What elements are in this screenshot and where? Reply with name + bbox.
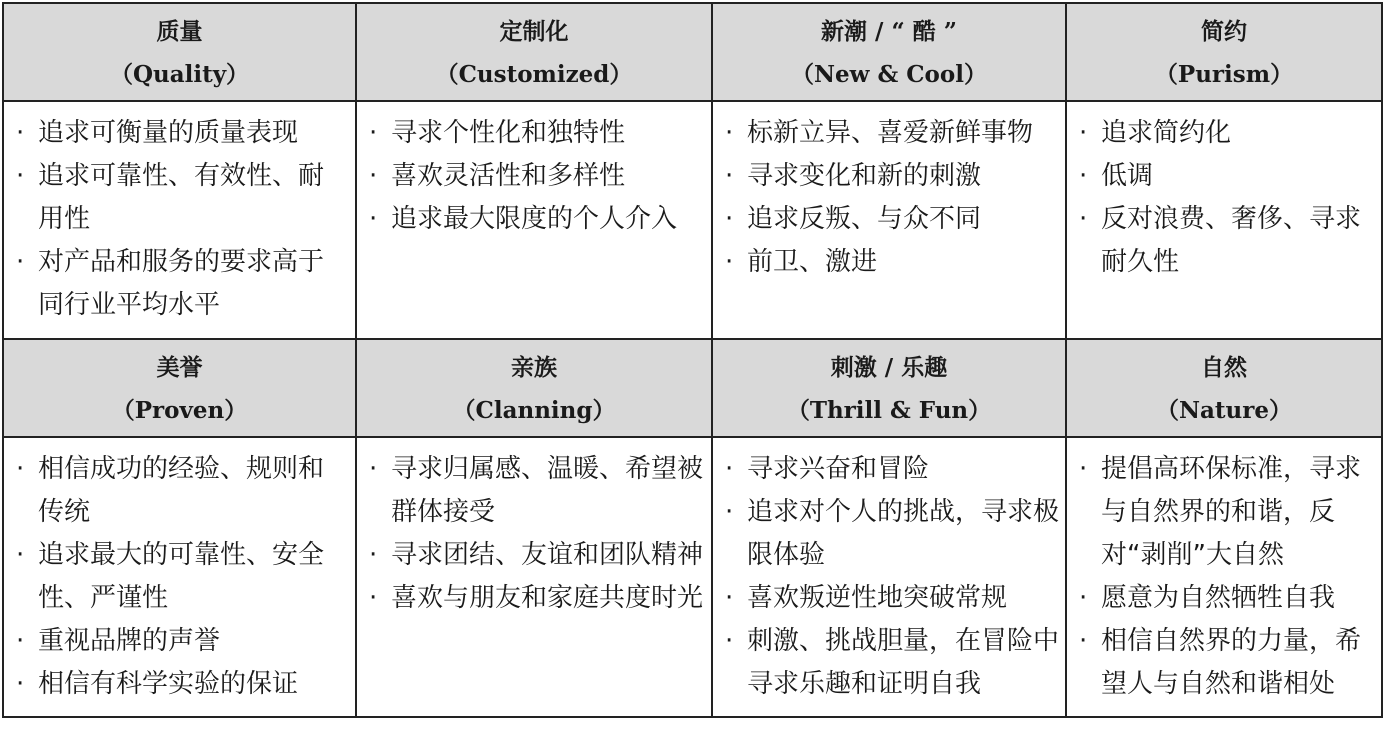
body-cell <box>356 101 712 339</box>
header-cell <box>1066 339 1382 437</box>
header-cell <box>356 339 712 437</box>
body-cell <box>356 437 712 717</box>
list-item: · 喜欢与朋友和家庭共度时光 <box>369 583 704 613</box>
header-zh: 新潮 / “ 酷 ” <box>821 18 957 45</box>
header-cell <box>3 339 356 437</box>
header-en: （Thrill & Fun） <box>786 397 992 424</box>
header-en: （Customized） <box>435 61 633 88</box>
header-row-2 <box>3 339 1382 437</box>
list-item: · 追求反叛、与众不同 <box>725 204 982 234</box>
list-item: · 愿意为自然牺牲自我 <box>1079 583 1336 613</box>
list-item: · 追求最大的可靠性、安全性、严谨性 <box>16 540 325 613</box>
header-en: （Quality） <box>109 61 250 88</box>
list-item: · 重视品牌的声誉 <box>16 626 221 656</box>
header-cell <box>712 339 1066 437</box>
body-row-2 <box>3 437 1382 717</box>
list-item: · 追求最大限度的个人介入 <box>369 204 678 234</box>
header-en: （Nature） <box>1155 397 1293 424</box>
list-item: · 喜欢灵活性和多样性 <box>369 161 626 191</box>
body-cell <box>1066 101 1382 339</box>
header-row-1 <box>3 3 1382 101</box>
list-item: · 提倡高环保标准，寻求与自然界的和谐，反对“剥削”大自然 <box>1079 454 1362 570</box>
header-zh: 自然 <box>1201 354 1247 381</box>
list-item: · 追求可衡量的质量表现 <box>16 118 299 148</box>
body-row-1 <box>3 101 1382 339</box>
list-item: · 寻求个性化和独特性 <box>369 118 626 148</box>
header-zh: 质量 <box>156 18 203 45</box>
list-item: · 反对浪费、奢侈、寻求耐久性 <box>1079 204 1362 277</box>
header-cell <box>712 3 1066 101</box>
list-item: · 寻求变化和新的刺激 <box>725 161 982 191</box>
header-en: （Proven） <box>111 397 248 424</box>
list-item: · 喜欢叛逆性地突破常规 <box>725 583 1008 613</box>
list-item: · 相信成功的经验、规则和传统 <box>16 454 325 527</box>
body-cell <box>3 101 356 339</box>
list-item: · 标新立异、喜爱新鲜事物 <box>725 118 1034 148</box>
list-item: · 前卫、激进 <box>725 247 878 277</box>
header-cell <box>1066 3 1382 101</box>
header-zh: 亲族 <box>511 354 557 381</box>
body-cell <box>3 437 356 717</box>
header-zh: 刺激 / 乐趣 <box>830 354 948 381</box>
list-item: · 低调 <box>1079 161 1154 191</box>
header-zh: 定制化 <box>499 18 569 45</box>
header-en: （Purism） <box>1154 61 1294 88</box>
list-item: · 寻求团结、友谊和团队精神 <box>369 540 704 570</box>
header-cell <box>356 3 712 101</box>
header-cell <box>3 3 356 101</box>
list-item: · 寻求兴奋和冒险 <box>725 454 930 484</box>
header-en: （Clanning） <box>452 397 616 424</box>
list-item: · 追求简约化 <box>1079 118 1232 148</box>
list-item: · 相信有科学实验的保证 <box>16 669 299 699</box>
header-zh: 简约 <box>1201 18 1247 45</box>
list-item: · 追求对个人的挑战，寻求极限体验 <box>725 497 1060 570</box>
list-item: · 刺激、挑战胆量，在冒险中寻求乐趣和证明自我 <box>725 626 1060 699</box>
header-en: （New & Cool） <box>791 61 987 88</box>
body-cell <box>1066 437 1382 717</box>
list-item: · 相信自然界的力量，希望人与自然和谐相处 <box>1079 626 1362 699</box>
values-table <box>2 2 1383 718</box>
list-item: · 追求可靠性、有效性、耐用性 <box>16 161 325 234</box>
body-cell <box>712 437 1066 717</box>
list-item: · 对产品和服务的要求高于同行业平均水平 <box>16 247 325 320</box>
body-cell <box>712 101 1066 339</box>
header-zh: 美誉 <box>156 354 203 381</box>
list-item: · 寻求归属感、温暖、希望被群体接受 <box>369 454 704 527</box>
